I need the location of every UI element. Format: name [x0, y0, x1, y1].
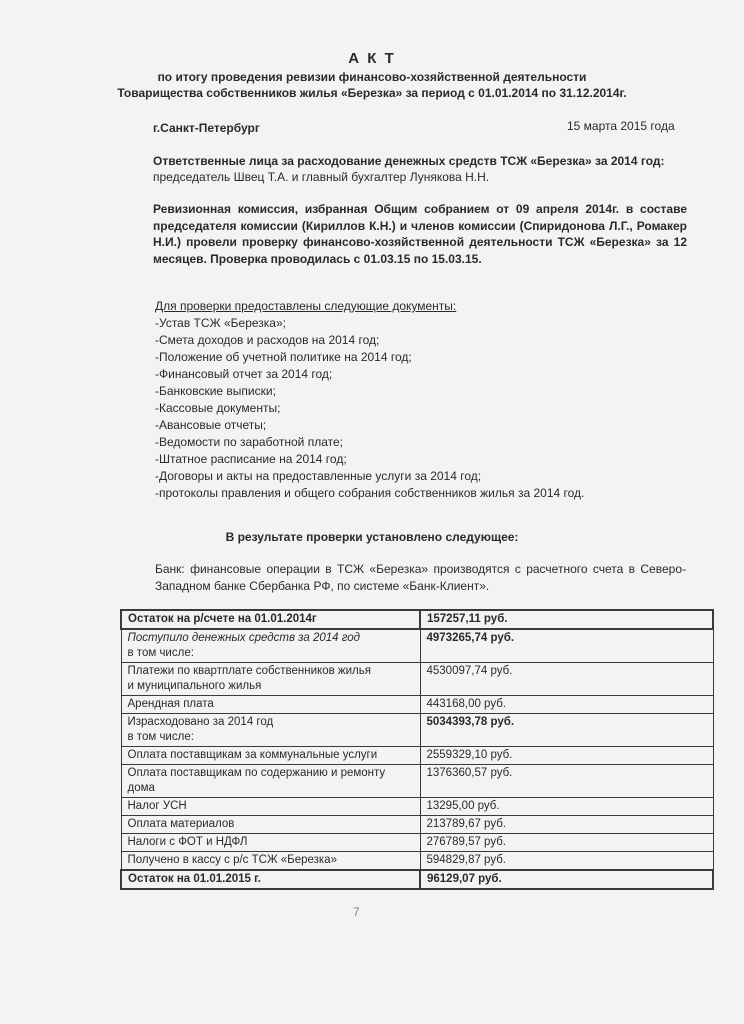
table-cell-value: 157257,11 руб.: [420, 610, 713, 629]
label-line: в том числе:: [127, 731, 194, 743]
list-item: -Кассовые документы;: [155, 401, 281, 415]
table-cell-value: 2559329,10 руб.: [420, 747, 713, 765]
table-row: [121, 834, 713, 852]
list-item: -Авансовые отчеты;: [155, 418, 267, 432]
table-cell-label: Арендная плата: [121, 696, 420, 714]
label-line: Оплата поставщикам по содержанию и ремонту: [127, 767, 386, 779]
table-cell-label: Налог УСН: [121, 798, 420, 816]
bank-line-1: Банк: финансовые операции в ТСЖ «Березка» производятся с расчетного счета в Северо-: [155, 562, 686, 576]
list-item: -Договоры и акты на предоставленные услуги за 2014 год;: [155, 469, 482, 483]
table-cell-value: 96129,07 руб.: [420, 870, 713, 889]
title-line-1: по итогу проведения ревизии финансово-хозяйственной деятельности: [157, 70, 587, 84]
table-cell-label: [121, 765, 420, 798]
table-cell-value: 594829,87 руб.: [420, 852, 713, 871]
table-cell-label: Оплата поставщикам за коммунальные услуги: [121, 747, 420, 765]
table-cell-label: [121, 714, 420, 747]
table-row: [121, 816, 713, 834]
table-row: [121, 870, 713, 889]
list-item: -протоколы правления и общего собрания собственников жилья за 2014 год.: [155, 486, 585, 500]
list-item: -Финансовый отчет за 2014 год;: [155, 367, 333, 381]
table-cell-label: [121, 629, 420, 663]
label-line: Поступило денежных средств за 2014 год: [127, 632, 361, 644]
table-cell-label: Получено в кассу с р/с ТСЖ «Березка»: [121, 852, 420, 871]
bank-line-2: Западном банке Сбербанка РФ, по системе «Банк-Клиент».: [155, 579, 490, 593]
table-cell-label: [121, 663, 420, 696]
list-item: -Ведомости по заработной плате;: [155, 435, 343, 449]
table-cell-value: 1376360,57 руб.: [420, 765, 713, 798]
label-line: Платежи по квартплате собственников жилья: [127, 665, 371, 677]
label-line: и муниципального жилья: [127, 680, 262, 692]
commission-paragraph: [153, 201, 687, 267]
table-row: [121, 714, 713, 747]
table-cell-label: Оплата материалов: [121, 816, 420, 834]
list-item: -Смета доходов и расходов на 2014 год;: [155, 333, 380, 347]
date: 15 марта 2015 года: [567, 119, 675, 133]
table-row: [121, 747, 713, 765]
table-cell-label: Налоги с ФОТ и НДФЛ: [121, 834, 420, 852]
commission-line-4: месяцев. Проверка проводилась с 01.03.15 по 15.03.15.: [153, 251, 482, 266]
financial-table: [120, 609, 714, 890]
commission-line-1: Ревизионная комиссия, избранная Общим собранием от 09 апреля 2014г. в составе: [153, 202, 687, 216]
place: г.Санкт-Петербург: [153, 121, 260, 135]
table-row: [121, 663, 713, 696]
title-line-2: Товарищества собственников жилья «Березка» за период с 01.01.2014 по 31.12.2014г.: [117, 86, 627, 100]
table-row: [121, 798, 713, 816]
table-row: [121, 610, 713, 629]
result-heading: В результате проверки установлено следующее:: [225, 530, 519, 544]
table-cell-label: Остаток на р/счете на 01.01.2014г: [121, 610, 420, 629]
label-line: дома: [127, 782, 155, 794]
table-row: [121, 765, 713, 798]
table-row: [121, 696, 713, 714]
table-cell-value: 276789,57 руб.: [420, 834, 713, 852]
list-item: -Положение об учетной политике на 2014 год;: [155, 350, 412, 364]
list-item: -Штатное расписание на 2014 год;: [155, 452, 347, 466]
table-cell-label: Остаток на 01.01.2015 г.: [121, 870, 420, 889]
table-row: [121, 629, 713, 663]
documents-heading: Для проверки предоставлены следующие документы:: [155, 299, 457, 313]
document-title: А К Т: [348, 50, 396, 67]
label-line: в том числе:: [127, 647, 194, 659]
table-cell-value: 4973265,74 руб.: [420, 629, 713, 663]
bank-paragraph: [155, 561, 686, 595]
commission-line-3: Н.И.) провели проверку финансово-хозяйственной деятельности ТСЖ «Березка» за 12: [153, 235, 687, 249]
commission-line-2: председателя комиссии (Кириллов К.Н.) и членов комиссии (Спиридонова Л.Г., Ромакер: [153, 218, 687, 233]
table-cell-value: 213789,67 руб.: [420, 816, 713, 834]
responsible-names: председатель Швец Т.А. и главный бухгалтер Лунякова Н.Н.: [153, 170, 490, 184]
table-row: [121, 852, 713, 871]
list-item: -Банковские выписки;: [155, 384, 276, 398]
table-cell-value: 13295,00 руб.: [420, 798, 713, 816]
table-cell-value: 443168,00 руб.: [420, 696, 713, 714]
label-line: Израсходовано за 2014 год: [127, 716, 274, 728]
table-cell-value: 4530097,74 руб.: [420, 663, 713, 696]
documents-list: [155, 315, 584, 502]
footer-mark: 7: [353, 905, 360, 919]
responsible-heading: Ответственные лица за расходование денежных средств ТСЖ «Березка» за 2014 год:: [153, 154, 665, 168]
list-item: -Устав ТСЖ «Березка»;: [155, 316, 286, 330]
table-cell-value: 5034393,78 руб.: [420, 714, 713, 747]
